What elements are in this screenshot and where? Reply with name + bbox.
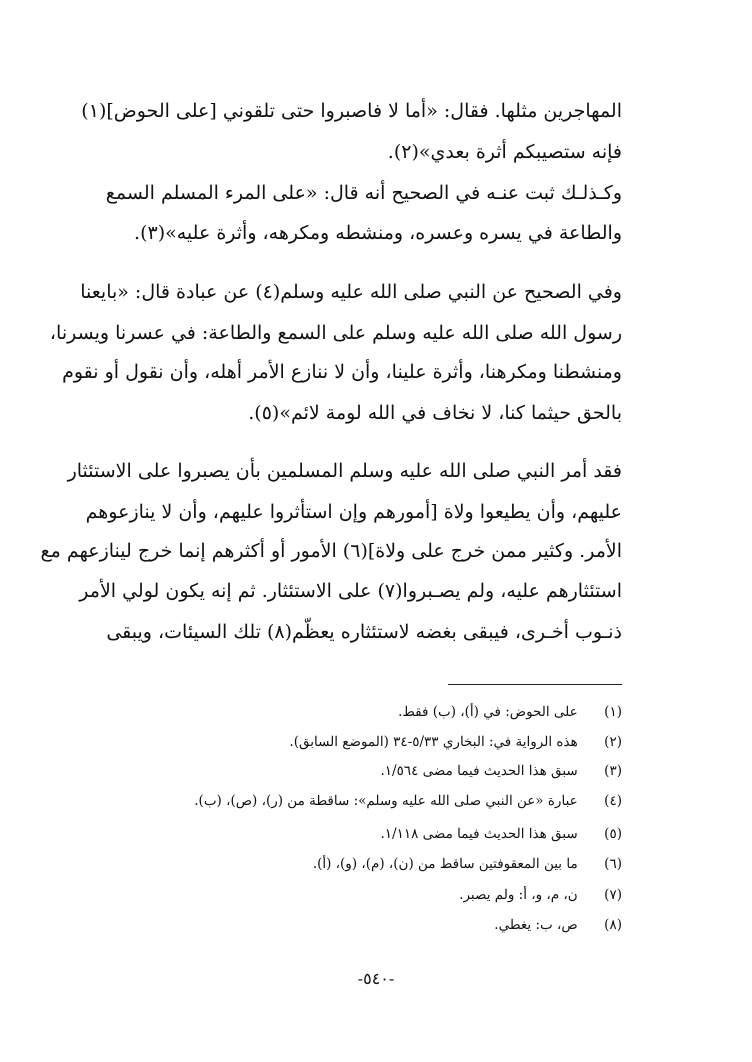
footnote-8	[130, 913, 622, 937]
footnote-number: (١)	[604, 704, 622, 720]
footnote-number: (٧)	[604, 887, 622, 903]
footnote-3	[130, 759, 622, 783]
page-number: -٥٤٠-	[357, 969, 395, 988]
footnote-number: (٥)	[604, 826, 622, 842]
body-line-6: رسول الله صلى الله عليه وسلم على السمع والطاعة: في عسرنا ويسرنا،	[49, 322, 622, 344]
footnote-text: ن، م، و، أ: ولم يصبر.	[459, 887, 578, 903]
footnote-4	[130, 789, 622, 813]
body-line-12: استئثارهم عليه، ولم يصـبروا(٧) على الاستئثار. ثم إنه يكون لولي الأمر	[79, 580, 622, 602]
footnote-text: ص، ب: يغطي.	[494, 917, 578, 933]
footnote-number: (٤)	[604, 793, 622, 809]
body-line-9: فقد أمر النبي صلى الله عليه وسلم المسلمين بأن يصبروا على الاستئثار	[67, 460, 622, 482]
body-line-1: المهاجرين مثلها. فقال: «أما لا فاصبروا حتى تلقوني [على الحوض](١)	[81, 100, 622, 122]
footnote-text: سبق هذا الحديث فيما مضى ١/٥٦٤.	[380, 763, 578, 779]
footnote-2	[130, 730, 622, 754]
body-line-11: الأمر. وكثير ممن خرج على ولاة](٦) الأمور أو أكثرهم إنما خرج لينازعهم مع	[40, 540, 622, 562]
body-line-13: ذنـوب أخـرى، فيبقى بغضه لاستئثاره يعظّم(٨) تلك السيئات، ويبقى	[106, 621, 622, 643]
footnote-number: (٣)	[604, 763, 622, 779]
footnote-6	[130, 852, 622, 876]
footnote-text: ما بين المعقوفتين ساقط من (ن)، (م)، (و)، (أ).	[312, 856, 578, 872]
footnote-text: عبارة «عن النبي صلى الله عليه وسلم»: ساقطة من (ر)، (ص)، (ب).	[194, 793, 578, 809]
footnote-text: هذه الرواية في: البخاري ٥/٣٣-٣٤ (الموضع السابق).	[289, 734, 578, 750]
body-line-8: بالحق حيثما كنا، لا نخاف في الله لومة لائم»(٥).	[248, 402, 622, 424]
body-line-2: فإنه ستصيبكم أثرة بعدي»(٢).	[387, 141, 622, 163]
body-line-5: وفي الصحيح عن النبي صلى الله عليه وسلم(٤) عن عبادة قال: «بايعنا	[80, 281, 622, 303]
footnote-number: (٦)	[604, 856, 622, 872]
body-line-4: والطاعة في يسره وعسره، ومنشطه ومكرهه، وأثرة عليه»(٣).	[134, 222, 622, 244]
footnote-text: على الحوض: في (أ)، (ب) فقط.	[398, 704, 578, 720]
body-line-3: وكـذلـك ثبت عنـه في الصحيح أنه قال: «على المرء المسلم السمع	[105, 182, 622, 204]
body-line-10: عليهم، وأن يطيعوا ولاة [أمورهم وإن استأثروا عليهم، وأن لا ينازعوهم	[85, 501, 622, 523]
footnote-text: سبق هذا الحديث فيما مضى ١/١١٨.	[380, 826, 578, 842]
footnote-1	[130, 700, 622, 724]
body-line-7: ومنشطنا ومكرهنا، وأثرة علينا، وأن لا ننازع الأمر أهله، وأن نقول أو نقوم	[62, 361, 622, 383]
footnote-number: (٨)	[604, 917, 622, 933]
footnote-5	[130, 822, 622, 846]
footnote-7	[130, 883, 622, 907]
footnote-number: (٢)	[604, 734, 622, 750]
footnote-separator	[448, 684, 622, 685]
